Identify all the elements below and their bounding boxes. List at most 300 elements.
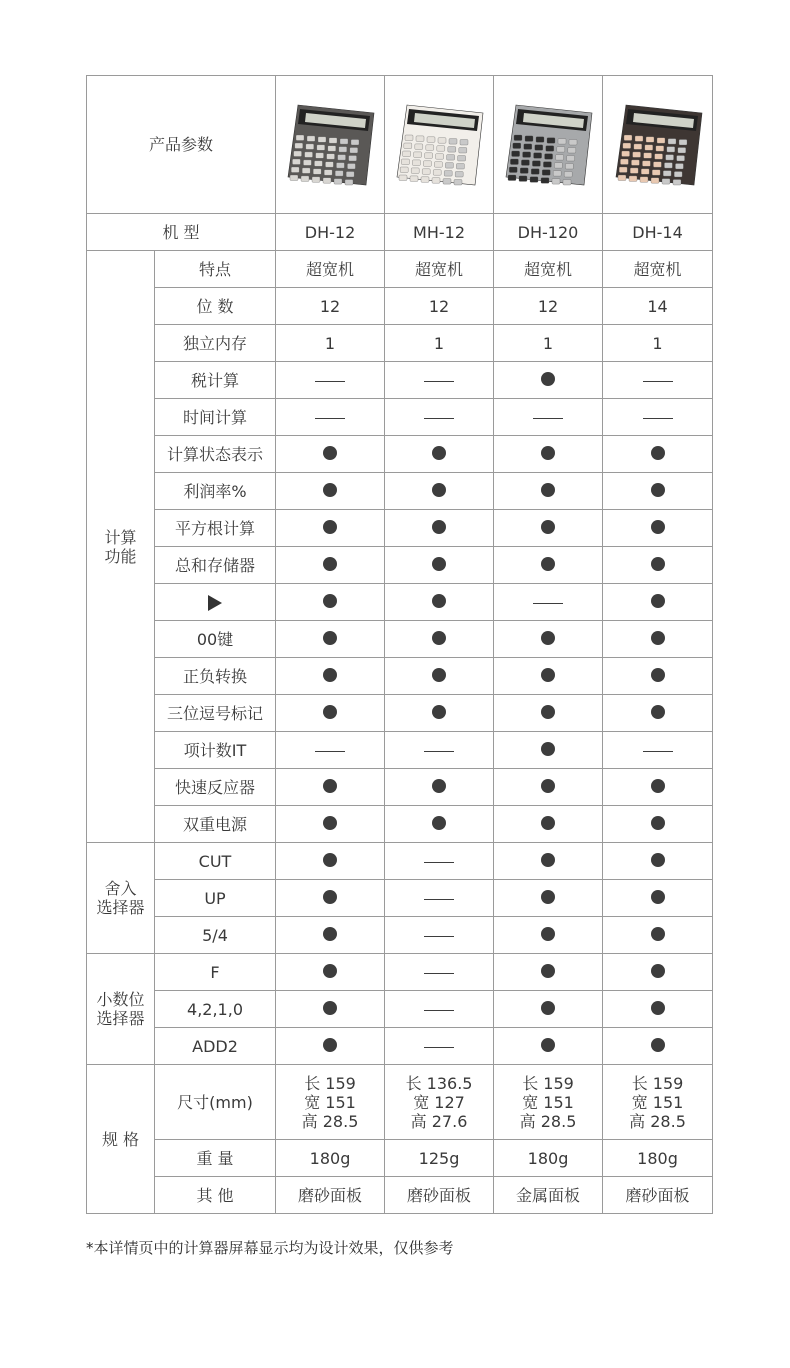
dot-icon (541, 668, 555, 682)
dot-icon (323, 594, 337, 608)
group-label-line: 功能 (104, 546, 137, 566)
size-dimension: 宽 151 (631, 1092, 684, 1112)
value-cell (276, 473, 385, 510)
other-label-cell (155, 1177, 276, 1214)
dot-icon (323, 557, 337, 571)
cell-text: 超宽机 (524, 259, 573, 279)
dot-icon (432, 816, 446, 830)
dash-icon (424, 899, 454, 900)
value-cell (385, 695, 494, 732)
value-cell (494, 843, 603, 880)
size-value-cell (385, 1065, 494, 1140)
cell-text: 12 (319, 296, 341, 316)
value-cell (385, 954, 494, 991)
feature-label-cell (155, 288, 276, 325)
value-cell (494, 732, 603, 769)
value-cell (385, 547, 494, 584)
feature-row (87, 436, 713, 473)
dot-icon (541, 446, 555, 460)
dot-icon (541, 372, 555, 386)
dot-icon (541, 1001, 555, 1015)
value-cell (603, 917, 713, 954)
value-cell (494, 658, 603, 695)
feature-row (87, 362, 713, 399)
value-cell (494, 954, 603, 991)
size-dimension: 高 28.5 (519, 1111, 577, 1131)
dot-icon (432, 446, 446, 460)
feature-label: 平方根计算 (175, 518, 256, 538)
value-cell (494, 325, 603, 362)
dot-icon (432, 705, 446, 719)
value-cell (603, 695, 713, 732)
value-cell (494, 288, 603, 325)
value-cell (603, 1177, 713, 1214)
value-cell (603, 843, 713, 880)
feature-label: 税计算 (191, 370, 240, 390)
value-cell (494, 362, 603, 399)
feature-label: 4,2,1,0 (187, 999, 243, 1019)
value-cell (276, 658, 385, 695)
dot-icon (432, 594, 446, 608)
feature-label-cell (155, 399, 276, 436)
dot-icon (432, 483, 446, 497)
feature-label-cell (155, 806, 276, 843)
value-cell (385, 732, 494, 769)
value-cell (276, 399, 385, 436)
value-cell (494, 769, 603, 806)
value-cell (494, 214, 603, 251)
weight-label: 重 量 (196, 1148, 234, 1168)
cell-text: 超宽机 (306, 259, 355, 279)
value-cell (494, 880, 603, 917)
value-cell (276, 991, 385, 1028)
value-cell (276, 436, 385, 473)
size-dimension: 宽 151 (522, 1092, 574, 1112)
weight-label-cell (155, 1140, 276, 1177)
feature-label: 项计数IT (183, 740, 247, 760)
value-cell (603, 1140, 713, 1177)
feature-row (87, 695, 713, 732)
dot-icon (323, 853, 337, 867)
feature-label-cell (155, 843, 276, 880)
value-cell (385, 325, 494, 362)
dot-icon (651, 1038, 665, 1052)
group-label-line: 舍入 (104, 879, 137, 898)
dot-icon (541, 705, 555, 719)
value-cell (385, 584, 494, 621)
size-row (87, 1065, 713, 1140)
dot-icon (651, 446, 665, 460)
value-cell (603, 880, 713, 917)
dot-icon (323, 483, 337, 497)
calculator-image-cell (494, 76, 603, 214)
feature-label-cell (155, 880, 276, 917)
feature-row (87, 473, 713, 510)
feature-label: 位 数 (196, 296, 234, 316)
dot-icon (323, 446, 337, 460)
value-cell (494, 991, 603, 1028)
feature-row (87, 880, 713, 917)
header-label: 产品参数 (149, 135, 214, 154)
cell-text: 125g (418, 1148, 460, 1168)
feature-label-cell (155, 917, 276, 954)
value-cell (385, 1177, 494, 1214)
feature-row (87, 806, 713, 843)
dot-icon (541, 1038, 555, 1052)
value-cell (385, 362, 494, 399)
feature-label: 总和存储器 (175, 555, 256, 575)
value-cell (494, 806, 603, 843)
group-label-line: 选择器 (96, 898, 145, 917)
dot-icon (323, 927, 337, 941)
size-dimension: 高 28.5 (629, 1111, 686, 1131)
value-cell (385, 1028, 494, 1065)
value-cell (276, 843, 385, 880)
dot-icon (651, 816, 665, 830)
dot-icon (323, 1001, 337, 1015)
dash-icon (424, 1010, 454, 1011)
feature-label-cell (155, 1028, 276, 1065)
value-cell (494, 473, 603, 510)
value-cell (385, 288, 494, 325)
dash-icon (424, 418, 454, 419)
dash-icon (424, 381, 454, 382)
calculator-image-cell (385, 76, 494, 214)
size-value-cell (276, 1065, 385, 1140)
dot-icon (323, 705, 337, 719)
value-cell (385, 880, 494, 917)
header-label-cell (87, 76, 276, 214)
feature-row (87, 325, 713, 362)
feature-label: 计算状态表示 (167, 444, 264, 464)
group-label-cell (87, 251, 155, 843)
value-cell (494, 584, 603, 621)
feature-label-cell (155, 991, 276, 1028)
size-label: 尺寸(mm) (177, 1092, 253, 1112)
calculator-image (276, 99, 384, 191)
dot-icon (432, 557, 446, 571)
model-label: 机 型 (162, 222, 200, 242)
value-cell (385, 473, 494, 510)
feature-label: 正负转换 (183, 666, 248, 686)
dot-icon (651, 964, 665, 978)
cell-text: 180g (527, 1148, 569, 1168)
cell-text: 1 (324, 333, 336, 353)
cell-text: 磨砂面板 (298, 1185, 363, 1205)
value-cell (603, 251, 713, 288)
dash-icon (315, 418, 345, 419)
size-dimension: 长 159 (304, 1073, 356, 1093)
feature-row (87, 399, 713, 436)
value-cell (385, 769, 494, 806)
value-cell (603, 362, 713, 399)
feature-row (87, 991, 713, 1028)
value-cell (494, 1028, 603, 1065)
cell-text: DH-14 (632, 222, 683, 242)
dot-icon (541, 890, 555, 904)
value-cell (385, 436, 494, 473)
feature-label-cell (155, 584, 276, 621)
group-label-line: 计算 (104, 527, 137, 547)
dot-icon (651, 927, 665, 941)
feature-label: ADD2 (192, 1036, 238, 1056)
dot-icon (651, 853, 665, 867)
feature-label-cell (155, 732, 276, 769)
value-cell (494, 399, 603, 436)
dot-icon (323, 1038, 337, 1052)
calculator-image (385, 99, 493, 191)
feature-label-cell (155, 769, 276, 806)
value-cell (494, 917, 603, 954)
dot-icon (651, 779, 665, 793)
dot-icon (651, 557, 665, 571)
size-dimension: 高 28.5 (301, 1111, 359, 1131)
value-cell (494, 547, 603, 584)
calculator-image (494, 99, 602, 191)
size-dimension: 宽 127 (413, 1092, 465, 1112)
size-label-cell (155, 1065, 276, 1140)
cell-text: 1 (652, 333, 663, 353)
value-cell (494, 695, 603, 732)
value-cell (603, 547, 713, 584)
value-cell (603, 1028, 713, 1065)
dot-icon (541, 853, 555, 867)
value-cell (276, 362, 385, 399)
dot-icon (541, 964, 555, 978)
dot-icon (432, 779, 446, 793)
value-cell (276, 954, 385, 991)
dot-icon (541, 742, 555, 756)
dot-icon (651, 594, 665, 608)
dot-icon (541, 631, 555, 645)
feature-row (87, 769, 713, 806)
feature-label: 时间计算 (183, 407, 248, 427)
value-cell (494, 436, 603, 473)
value-cell (603, 584, 713, 621)
cell-text: MH-12 (413, 222, 465, 242)
feature-label: 双重电源 (183, 814, 248, 834)
feature-label-cell (155, 510, 276, 547)
dot-icon (541, 816, 555, 830)
feature-label-cell (155, 325, 276, 362)
group-label-line: 选择器 (96, 1009, 145, 1028)
cell-text: 磨砂面板 (407, 1185, 472, 1205)
cell-text: DH-12 (304, 222, 356, 242)
size-dimension: 长 159 (631, 1073, 684, 1093)
value-cell (603, 510, 713, 547)
dash-icon (424, 862, 454, 863)
cell-text: 1 (433, 333, 445, 353)
dot-icon (432, 668, 446, 682)
value-cell (385, 510, 494, 547)
value-cell (603, 473, 713, 510)
feature-row (87, 288, 713, 325)
feature-label-cell (155, 362, 276, 399)
dot-icon (651, 631, 665, 645)
feature-label: CUT (198, 851, 232, 871)
value-cell (276, 1140, 385, 1177)
value-cell (603, 621, 713, 658)
value-cell (385, 399, 494, 436)
dot-icon (651, 520, 665, 534)
value-cell (494, 510, 603, 547)
feature-label: 00键 (196, 629, 234, 649)
play-triangle-icon (208, 595, 222, 611)
value-cell (385, 1140, 494, 1177)
other-label: 其 他 (196, 1185, 234, 1205)
value-cell (385, 843, 494, 880)
cell-text: DH-120 (517, 222, 579, 242)
dot-icon (323, 964, 337, 978)
dash-icon (424, 936, 454, 937)
feature-row (87, 584, 713, 621)
value-cell (385, 251, 494, 288)
dot-icon (651, 483, 665, 497)
spec-table (86, 75, 713, 1214)
value-cell (276, 214, 385, 251)
value-cell (603, 214, 713, 251)
dot-icon (432, 631, 446, 645)
footnote: *本详情页中的计算器屏幕显示均为设计效果，仅供参考 (86, 1239, 454, 1257)
value-cell (603, 288, 713, 325)
value-cell (276, 510, 385, 547)
weight-row (87, 1140, 713, 1177)
cell-text: 14 (647, 296, 668, 316)
dash-icon (643, 381, 673, 382)
value-cell (385, 917, 494, 954)
dash-icon (643, 418, 673, 419)
value-cell (603, 806, 713, 843)
value-cell (603, 399, 713, 436)
value-cell (276, 325, 385, 362)
dash-icon (424, 1047, 454, 1048)
feature-label-cell (155, 658, 276, 695)
feature-label: 利润率% (183, 481, 247, 501)
value-cell (276, 917, 385, 954)
feature-label: 5/4 (202, 925, 228, 945)
value-cell (603, 325, 713, 362)
cell-text: 磨砂面板 (625, 1185, 690, 1205)
dot-icon (651, 890, 665, 904)
cell-text: 12 (428, 296, 450, 316)
size-dimension: 宽 151 (304, 1092, 356, 1112)
value-cell (603, 991, 713, 1028)
dash-icon (424, 973, 454, 974)
value-cell (494, 621, 603, 658)
value-cell (276, 584, 385, 621)
dot-icon (541, 927, 555, 941)
value-cell (494, 251, 603, 288)
calculator-image-cell (603, 76, 713, 214)
feature-row (87, 510, 713, 547)
dot-icon (323, 631, 337, 645)
cell-text: 超宽机 (415, 259, 464, 279)
dot-icon (323, 816, 337, 830)
feature-label-cell (155, 473, 276, 510)
dash-icon (643, 751, 673, 752)
cell-text: 180g (637, 1148, 678, 1168)
dot-icon (541, 483, 555, 497)
feature-label-cell (155, 621, 276, 658)
dash-icon (533, 418, 563, 419)
other-row (87, 1177, 713, 1214)
cell-text: 金属面板 (516, 1185, 581, 1205)
calculator-image (603, 99, 712, 191)
feature-row (87, 954, 713, 991)
value-cell (603, 769, 713, 806)
value-cell (603, 658, 713, 695)
group-label-cell (87, 843, 155, 954)
value-cell (494, 1140, 603, 1177)
dot-icon (323, 779, 337, 793)
calculator-image-cell (276, 76, 385, 214)
value-cell (276, 695, 385, 732)
dash-icon (315, 381, 345, 382)
size-dimension: 长 136.5 (405, 1073, 473, 1093)
value-cell (276, 1028, 385, 1065)
feature-row (87, 658, 713, 695)
value-cell (276, 806, 385, 843)
value-cell (494, 1177, 603, 1214)
value-cell (385, 806, 494, 843)
feature-label-cell (155, 695, 276, 732)
feature-row (87, 732, 713, 769)
value-cell (276, 288, 385, 325)
value-cell (276, 251, 385, 288)
value-cell (276, 880, 385, 917)
feature-label: 快速反应器 (175, 777, 256, 797)
feature-label: 特点 (199, 259, 232, 279)
group-label-cell (87, 954, 155, 1065)
value-cell (276, 621, 385, 658)
dot-icon (651, 1001, 665, 1015)
feature-label-cell (155, 954, 276, 991)
dot-icon (323, 668, 337, 682)
value-cell (276, 1177, 385, 1214)
dash-icon (533, 603, 563, 604)
specs-label-cell (87, 1065, 155, 1214)
dot-icon (541, 557, 555, 571)
size-value-cell (603, 1065, 713, 1140)
cell-text: 1 (542, 333, 554, 353)
feature-label: 独立内存 (183, 333, 248, 353)
dot-icon (323, 520, 337, 534)
specs-label: 规 格 (101, 1129, 140, 1149)
dot-icon (541, 779, 555, 793)
feature-row (87, 251, 713, 288)
feature-row (87, 1028, 713, 1065)
cell-text: 180g (309, 1148, 351, 1168)
dot-icon (323, 890, 337, 904)
feature-label-cell (155, 251, 276, 288)
feature-row (87, 547, 713, 584)
value-cell (276, 732, 385, 769)
value-cell (603, 732, 713, 769)
feature-row (87, 621, 713, 658)
feature-label: 三位逗号标记 (167, 703, 264, 723)
value-cell (276, 547, 385, 584)
value-cell (385, 621, 494, 658)
value-cell (603, 954, 713, 991)
group-label-line: 小数位 (96, 990, 145, 1009)
dot-icon (541, 520, 555, 534)
feature-row (87, 843, 713, 880)
feature-label-cell (155, 547, 276, 584)
value-cell (276, 769, 385, 806)
model-row (87, 214, 713, 251)
cell-text: 12 (537, 296, 559, 316)
value-cell (385, 991, 494, 1028)
